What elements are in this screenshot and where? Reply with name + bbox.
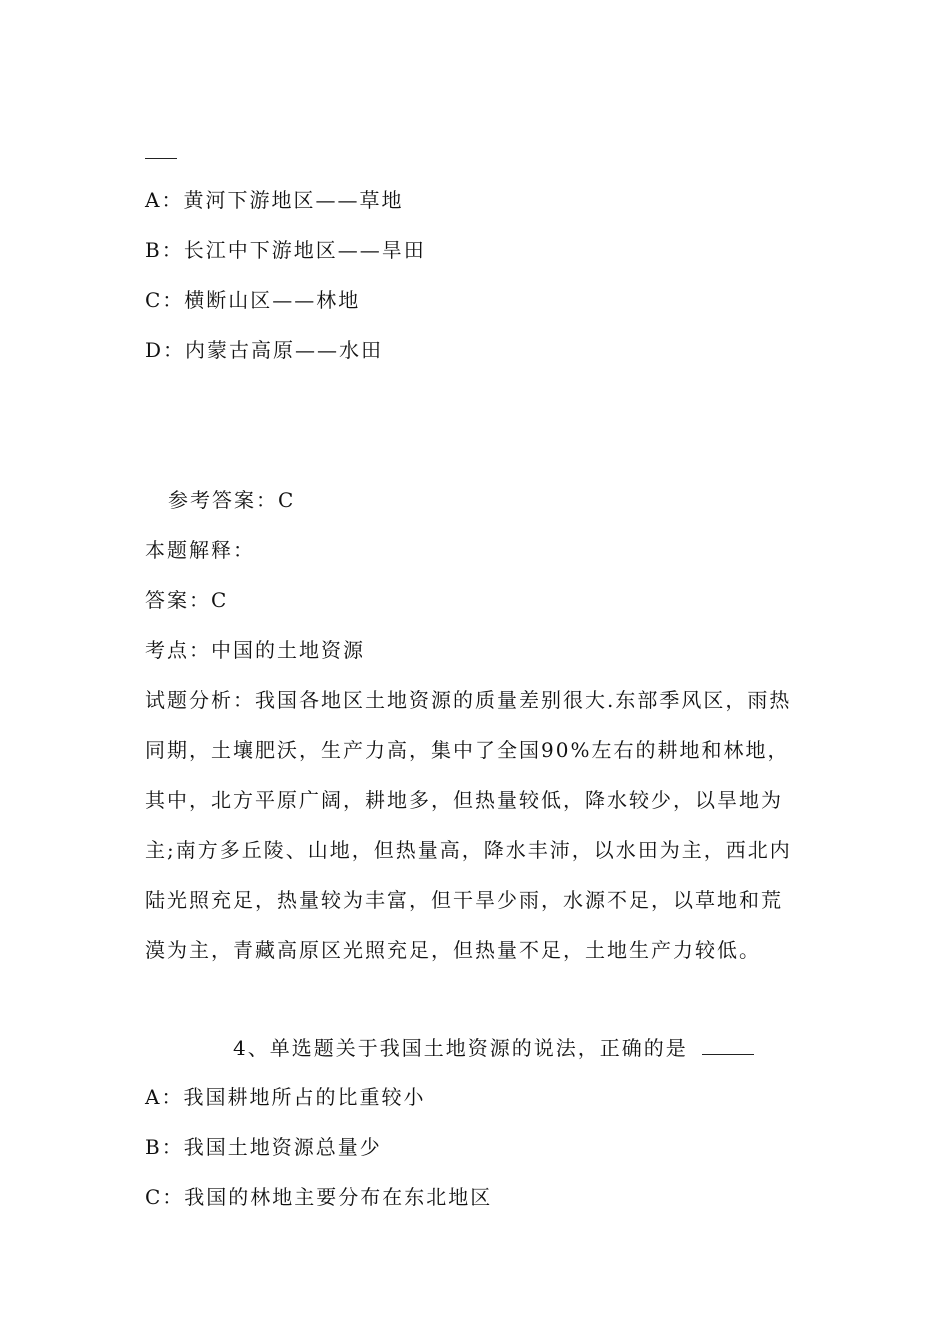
q3-analysis-line: 其中，北方平原广阔，耕地多，但热量较低，降水较少，以旱地为 [145,788,783,812]
q4-question [233,1033,754,1063]
q3-answer: 答案：C [145,588,229,612]
q3-option-c: C：横断山区——林地 [145,288,361,312]
q3-option-d: D：内蒙古高原——水田 [145,338,384,362]
q4-option-c: C：我国的林地主要分布在东北地区 [145,1185,493,1209]
q4-question-text: 4、单选题关于我国土地资源的说法，正确的是 [233,1036,688,1060]
answer-blank-line [702,1036,754,1055]
q3-explanation-label: 本题解释： [145,538,255,562]
q3-analysis-line: 同期，土壤肥沃，生产力高，集中了全国90%左右的耕地和林地， [145,738,790,762]
q3-analysis [145,675,810,975]
q3-option-b: B：长江中下游地区——旱田 [145,238,426,262]
q3-option-a: A：黄河下游地区——草地 [145,188,404,212]
q3-topic: 考点：中国的土地资源 [145,638,365,662]
answer-blank-line [145,158,177,159]
q3-analysis-line: 陆光照充足，热量较为丰富，但干旱少雨，水源不足，以草地和荒 [145,888,783,912]
q4-option-b: B：我国土地资源总量少 [145,1135,382,1159]
q3-analysis-line: 漠为主，青藏高原区光照充足，但热量不足，土地生产力较低。 [145,938,761,962]
q3-analysis-line: 主;南方多丘陵、山地，但热量高，降水丰沛，以水田为主，西北内 [145,838,792,862]
q3-analysis-line: 试题分析：我国各地区土地资源的质量差别很大.东部季风区，雨热 [145,688,792,712]
q4-option-a: A：我国耕地所占的比重较小 [145,1085,426,1109]
q3-reference-answer: 参考答案：C [168,488,296,512]
